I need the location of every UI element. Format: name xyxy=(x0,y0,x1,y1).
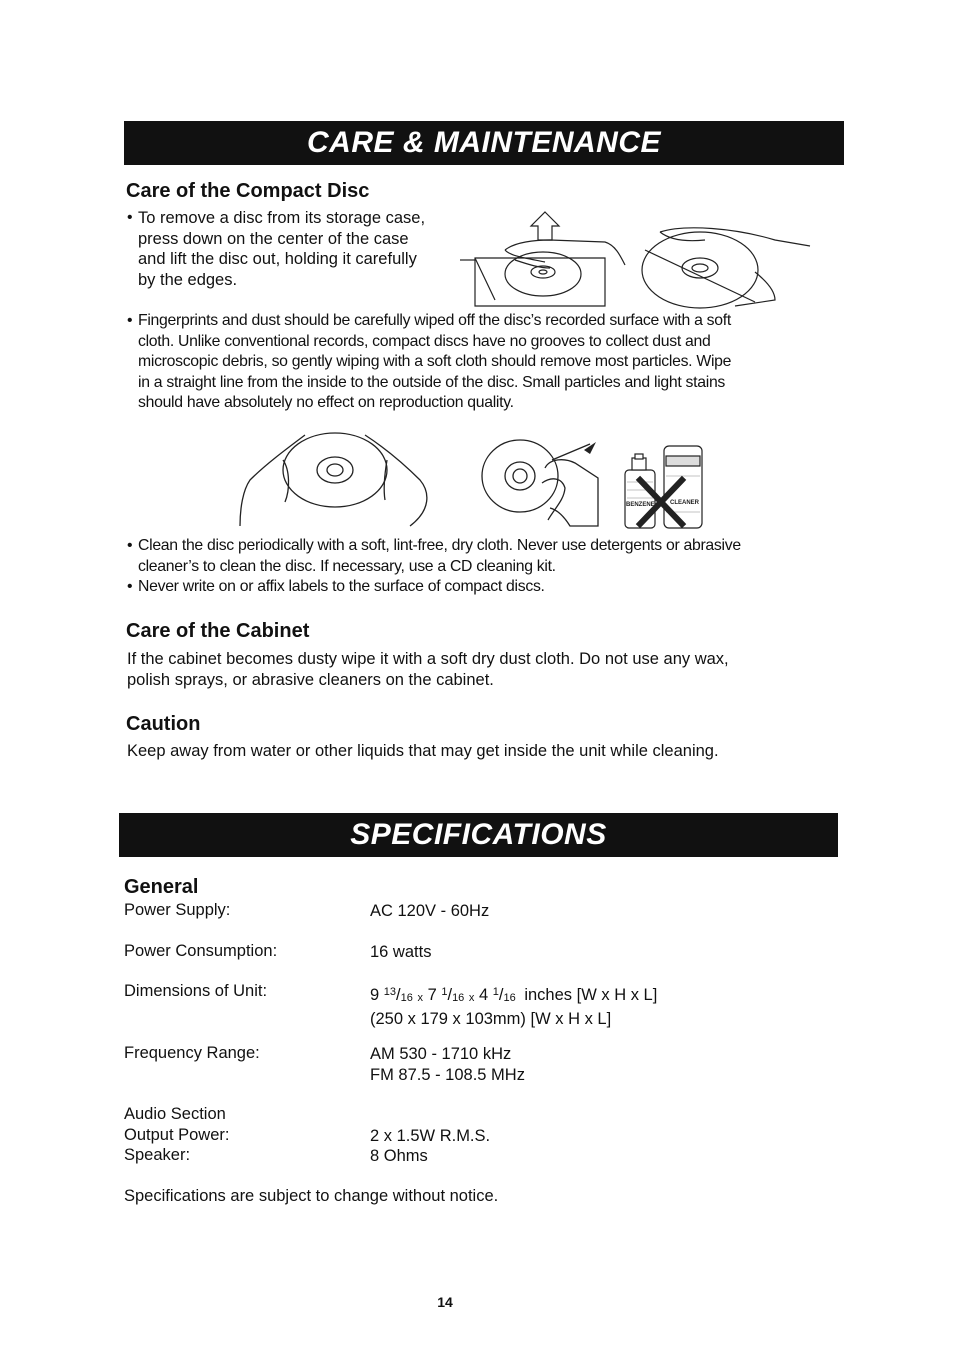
disc-holding-illustration xyxy=(235,430,435,530)
power-consumption-label: Power Consumption: xyxy=(124,942,278,960)
frequency-label: Frequency Range: xyxy=(124,1044,260,1062)
audio-section-label: Audio Section xyxy=(124,1105,226,1123)
bottle-label-benzene: BENZENE xyxy=(626,502,655,508)
dimensions-value: 9 $^{13}/_{16}$ $_x$ 7 $^1/_{16}$ $_x$ 4 $^1/_{16}$ inches [W x H x L] (250 x 179 x 103mm) [W x H x L] xyxy=(370,986,658,1028)
cleaners-crossed-out-illustration xyxy=(620,442,710,532)
bullet-symbol: • xyxy=(127,209,133,226)
bullet-remove-disc: • To remove a disc from its storage case, press down on the center of the case and lift the disc out, holding it carefully by the edges. xyxy=(127,209,426,289)
bullet-no-labels: • Never write on or affix labels to the surface of compact discs. xyxy=(127,577,817,598)
care-of-compact-disc-heading: Care of the Compact Disc xyxy=(126,180,370,202)
frequency-am: AM 530 - 1710 kHz xyxy=(370,1045,512,1063)
care-of-cabinet-heading: Care of the Cabinet xyxy=(126,620,310,642)
frequency-fm: FM 87.5 - 108.5 MHz xyxy=(370,1065,525,1084)
bullet-symbol: • xyxy=(127,312,133,329)
dimensions-label: Dimensions of Unit: xyxy=(124,982,268,1000)
dimensions-metric: (250 x 179 x 103mm) [W x H x L] xyxy=(370,1009,612,1028)
specifications-banner: SPECIFICATIONS xyxy=(119,813,838,857)
caution-heading: Caution xyxy=(126,713,201,735)
bottle-label-cleaner: CLEANER xyxy=(670,500,700,506)
power-supply-value: AC 120V - 60Hz xyxy=(370,902,490,920)
power-supply-label: Power Supply: xyxy=(124,901,231,919)
bullet-symbol: • xyxy=(127,578,133,595)
speaker-value: 8 Ohms xyxy=(370,1147,428,1165)
cabinet-text: If the cabinet becomes dusty wipe it with a soft dry dust cloth. Do not use any wax, polish sprays, or abrasive cleaners on the cabinet. xyxy=(127,650,729,689)
caution-text: Keep away from water or other liquids that may get inside the unit while cleaning. xyxy=(127,742,719,760)
page-number: 14 xyxy=(437,1294,453,1310)
disc-removal-illustration xyxy=(455,210,815,310)
specifications-notice: Specifications are subject to change without notice. xyxy=(124,1187,499,1205)
disc-wiping-illustration xyxy=(480,438,610,528)
bullet-symbol: • xyxy=(127,537,133,554)
speaker-label: Speaker: xyxy=(124,1146,191,1164)
general-heading: General xyxy=(124,876,199,898)
frequency-value xyxy=(370,1044,525,1085)
output-power-value: 2 x 1.5W R.M.S. xyxy=(370,1127,491,1145)
bullet-clean-periodically: • Clean the disc periodically with a soft, lint-free, dry cloth. Never use detergents or abrasive cleaner’s to clean the disc. If necessary, use a CD cleaning kit. xyxy=(127,537,741,575)
output-power-label: Output Power: xyxy=(124,1126,230,1144)
bullet-fingerprints: • Fingerprints and dust should be carefully wiped off the disc’s recorded surface with a soft cloth. Unlike conventional records, compact discs have no grooves to collect dust and microscopic debris, so gently wiping with a soft cloth should remove most particles. Wipe in a straight line from the inside to the outside of the disc. Small particles and light stains should have absolutely no effect on reproduction quality. xyxy=(127,312,732,411)
power-consumption-value: 16 watts xyxy=(370,943,432,961)
care-maintenance-banner: CARE & MAINTENANCE xyxy=(124,121,844,165)
